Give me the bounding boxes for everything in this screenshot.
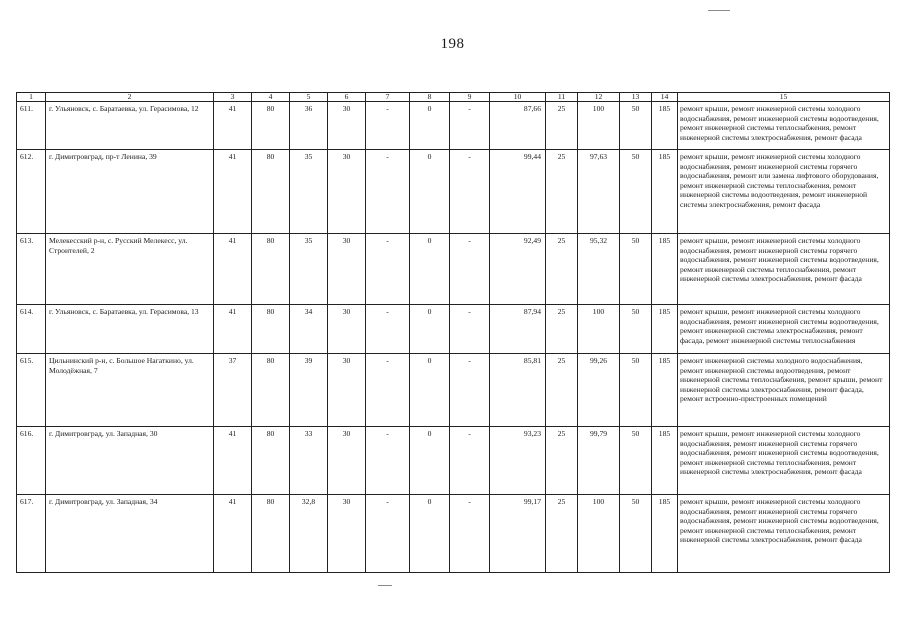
value-cell: 80: [252, 305, 290, 354]
value-cell: 50: [620, 354, 652, 427]
column-header: 4: [252, 93, 290, 102]
row-number: 615.: [17, 354, 46, 427]
value-cell: 50: [620, 234, 652, 305]
value-cell: 30: [328, 234, 366, 305]
works-cell: ремонт крыши, ремонт инженерной системы холодного водоснабжения, ремонт инженерной системы водоотведения, ремонт инженерной системы теплоснабжения, ремонт инженерной системы электроснабжения, ремонт фасада: [678, 102, 890, 150]
value-cell: 0: [410, 305, 450, 354]
value-cell: 39: [290, 354, 328, 427]
value-cell: 41: [214, 495, 252, 573]
value-cell: 80: [252, 150, 290, 234]
value-cell: 0: [410, 495, 450, 573]
address-cell: Мелекесский р-н, с. Русский Мелекесс, ул. Строителей, 2: [46, 234, 214, 305]
value-cell: 32,8: [290, 495, 328, 573]
column-header: 5: [290, 93, 328, 102]
value-cell: 80: [252, 354, 290, 427]
value-cell: -: [366, 305, 410, 354]
value-cell: 95,32: [578, 234, 620, 305]
column-header: 8: [410, 93, 450, 102]
row-number: 616.: [17, 427, 46, 495]
table-row: [17, 427, 890, 495]
value-cell: 92,49: [490, 234, 546, 305]
value-cell: -: [366, 354, 410, 427]
value-cell: 87,66: [490, 102, 546, 150]
value-cell: 50: [620, 150, 652, 234]
value-cell: 80: [252, 102, 290, 150]
value-cell: 25: [546, 102, 578, 150]
value-cell: -: [450, 354, 490, 427]
value-cell: 25: [546, 354, 578, 427]
row-number: 614.: [17, 305, 46, 354]
value-cell: 41: [214, 150, 252, 234]
value-cell: 0: [410, 234, 450, 305]
value-cell: -: [450, 102, 490, 150]
value-cell: -: [450, 427, 490, 495]
value-cell: 80: [252, 427, 290, 495]
value-cell: 80: [252, 234, 290, 305]
value-cell: 50: [620, 427, 652, 495]
value-cell: 97,63: [578, 150, 620, 234]
value-cell: 0: [410, 427, 450, 495]
value-cell: -: [450, 150, 490, 234]
address-cell: г. Димитровград, ул. Западная, 30: [46, 427, 214, 495]
value-cell: 30: [328, 150, 366, 234]
value-cell: 100: [578, 102, 620, 150]
table-row: [17, 495, 890, 573]
value-cell: 99,17: [490, 495, 546, 573]
value-cell: -: [366, 234, 410, 305]
column-header: 7: [366, 93, 410, 102]
column-header: 9: [450, 93, 490, 102]
row-number: 612.: [17, 150, 46, 234]
value-cell: 100: [578, 305, 620, 354]
address-cell: г. Димитровград, пр-т Ленина, 39: [46, 150, 214, 234]
value-cell: 185: [652, 354, 678, 427]
value-cell: 185: [652, 102, 678, 150]
row-number: 613.: [17, 234, 46, 305]
value-cell: 85,81: [490, 354, 546, 427]
value-cell: 185: [652, 305, 678, 354]
repair-table: [16, 92, 890, 573]
table-row: [17, 305, 890, 354]
value-cell: 30: [328, 427, 366, 495]
value-cell: 35: [290, 234, 328, 305]
column-header: 2: [46, 93, 214, 102]
column-header: 11: [546, 93, 578, 102]
value-cell: 25: [546, 305, 578, 354]
table-row: [17, 102, 890, 150]
column-header: 12: [578, 93, 620, 102]
value-cell: -: [366, 495, 410, 573]
column-header: 15: [678, 93, 890, 102]
value-cell: 41: [214, 234, 252, 305]
value-cell: 30: [328, 354, 366, 427]
value-cell: 100: [578, 495, 620, 573]
works-cell: ремонт крыши, ремонт инженерной системы холодного водоснабжения, ремонт инженерной системы горячего водоснабжения, ремонт инженерной системы водоотведения, ремонт инженерной системы теплоснабжения, ремонт инженерной системы электроснабжения, ремонт фасада: [678, 427, 890, 495]
value-cell: 50: [620, 305, 652, 354]
value-cell: -: [366, 150, 410, 234]
works-cell: ремонт крыши, ремонт инженерной системы холодного водоснабжения, ремонт инженерной системы водоотведения, ремонт инженерной системы электроснабжения, ремонт фасада, ремонт инженерной системы теплоснабжения: [678, 305, 890, 354]
scan-mark-bottom: [378, 585, 392, 586]
table-row: [17, 150, 890, 234]
works-cell: ремонт инженерной системы холодного водоснабжения, ремонт инженерной системы водоотведения, ремонт инженерной системы теплоснабжения, ремонт крыши, ремонт инженерной системы электроснабжения, ремонт фасада, ремонт встроенно-пристроенных помещений: [678, 354, 890, 427]
value-cell: -: [450, 495, 490, 573]
value-cell: 185: [652, 150, 678, 234]
value-cell: -: [366, 427, 410, 495]
table-row: [17, 234, 890, 305]
value-cell: -: [450, 305, 490, 354]
value-cell: -: [366, 102, 410, 150]
value-cell: 185: [652, 427, 678, 495]
value-cell: 33: [290, 427, 328, 495]
works-cell: ремонт крыши, ремонт инженерной системы холодного водоснабжения, ремонт инженерной системы горячего водоснабжения, ремонт инженерной системы водоотведения, ремонт инженерной системы теплоснабжения, ремонт инженерной системы электроснабжения, ремонт фасада: [678, 234, 890, 305]
value-cell: 25: [546, 495, 578, 573]
value-cell: 93,23: [490, 427, 546, 495]
value-cell: 50: [620, 102, 652, 150]
value-cell: 25: [546, 427, 578, 495]
value-cell: 185: [652, 234, 678, 305]
column-number-row: [17, 93, 890, 102]
value-cell: 0: [410, 354, 450, 427]
value-cell: 99,44: [490, 150, 546, 234]
value-cell: 34: [290, 305, 328, 354]
value-cell: 30: [328, 305, 366, 354]
value-cell: 41: [214, 102, 252, 150]
value-cell: 25: [546, 234, 578, 305]
value-cell: 87,94: [490, 305, 546, 354]
value-cell: 80: [252, 495, 290, 573]
value-cell: 99,26: [578, 354, 620, 427]
value-cell: 25: [546, 150, 578, 234]
value-cell: 36: [290, 102, 328, 150]
value-cell: 41: [214, 305, 252, 354]
column-header: 6: [328, 93, 366, 102]
scan-mark-top: [708, 10, 730, 11]
address-cell: г. Ульяновск, с. Баратаевка, ул. Герасимова, 13: [46, 305, 214, 354]
row-number: 611.: [17, 102, 46, 150]
column-header: 13: [620, 93, 652, 102]
value-cell: 30: [328, 495, 366, 573]
value-cell: 35: [290, 150, 328, 234]
page-number: 198: [440, 36, 465, 52]
column-header: 10: [490, 93, 546, 102]
value-cell: 30: [328, 102, 366, 150]
value-cell: 99,79: [578, 427, 620, 495]
value-cell: 50: [620, 495, 652, 573]
address-cell: г. Ульяновск, с. Баратаевка, ул. Герасимова, 12: [46, 102, 214, 150]
value-cell: 37: [214, 354, 252, 427]
works-cell: ремонт крыши, ремонт инженерной системы холодного водоснабжения, ремонт инженерной системы горячего водоснабжения, ремонт инженерной системы водоотведения, ремонт инженерной системы теплоснабжения, ремонт инженерной системы электроснабжения, ремонт фасада: [678, 495, 890, 573]
value-cell: -: [450, 234, 490, 305]
address-cell: г. Димитровград, ул. Западная, 34: [46, 495, 214, 573]
value-cell: 41: [214, 427, 252, 495]
column-header: 14: [652, 93, 678, 102]
value-cell: 0: [410, 150, 450, 234]
works-cell: ремонт крыши, ремонт инженерной системы холодного водоснабжения, ремонт инженерной системы горячего водоснабжения, ремонт или замена лифтового оборудования, ремонт инженерной системы теплоснабжения, ремонт инженерной системы водоотведения, ремонт инженерной системы электроснабжения, ремонт фасада: [678, 150, 890, 234]
value-cell: 0: [410, 102, 450, 150]
column-header: 3: [214, 93, 252, 102]
column-header: 1: [17, 93, 46, 102]
value-cell: 185: [652, 495, 678, 573]
row-number: 617.: [17, 495, 46, 573]
address-cell: Цильнинский р-н, с. Большое Нагаткино, ул. Молодёжная, 7: [46, 354, 214, 427]
table-row: [17, 354, 890, 427]
